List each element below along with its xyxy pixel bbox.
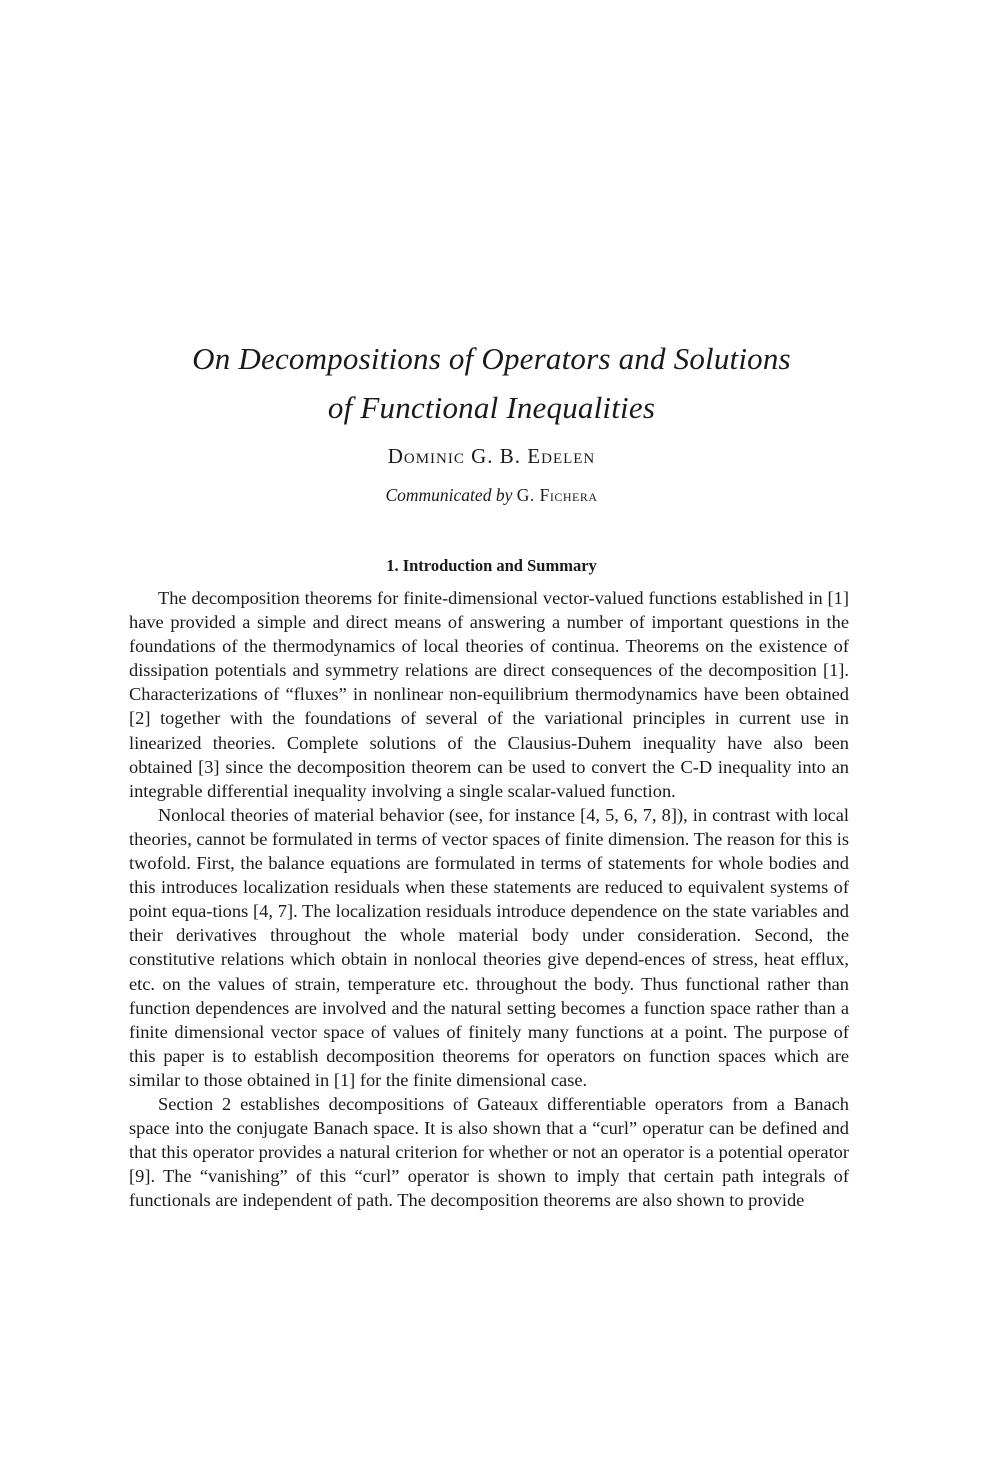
paragraph-3: Section 2 establishes decompositions of Gateaux differentiable operators from a Banach space into the conjugate Banach space. It is also shown that a “curl” operatur can be defined and that this operator provides a natural criterion for whether or not an operator is a potential operator [9]. The “vanishing” of this “curl” operator is shown to imply that certain path integrals of functionals are independent of path. The decomposition theorems are also shown to provide bbox=[129, 1093, 849, 1211]
title-line-2: of Functional Inequalities bbox=[327, 390, 656, 425]
paragraph-1: The decomposition theorems for finite-dimensional vector-valued functions established in [1] have provided a simple and direct means of answering a number of important questions in the foundations of the thermodynamics of local theories of continua. Theorems on the existence of dissipation potentials and symmetry relations are direct consequences of the decomposition [1]. Characterizations of “fluxes” in nonlinear non-equilibrium thermodynamics have been obtained [2] together with the foundations of several of the variational principles in current use in linearized theories. Complete solutions of the Clausius-Duhem inequality have also been obtained [3] since the decomposition theorem can be used to convert the C-D inequality into an integrable differential inequality involving a single scalar-valued function. bbox=[129, 588, 849, 801]
communicated-prefix: Communicated by bbox=[385, 485, 513, 505]
section-heading: 1. Introduction and Summary bbox=[386, 556, 597, 575]
author-name: Dominic G. B. Edelen bbox=[387, 444, 596, 468]
communicated-by bbox=[0, 485, 983, 506]
body-text bbox=[129, 586, 849, 1212]
paragraph-2: Nonlocal theories of material behavior (see, for instance [4, 5, 6, 7, 8]), in contrast with local theories, cannot be formulated in terms of vector spaces of finite dimension. The reason for this is twofold. First, the balance equations are formulated in terms of statements for whole bodies and this introduces localization residuals when these statements are reduced to equivalent systems of point equa-tions [4, 7]. The localization residuals introduce dependence on the state variables and their derivatives throughout the whole material body under consideration. Second, the constitutive relations which obtain in nonlocal theories give depend-ences of stress, heat efflux, etc. on the values of strain, temperature etc. throughout the body. Thus functional rather than function dependences are involved and the natural setting becomes a function space rather than a finite dimensional vector space of values of finitely many functions at a point. The purpose of this paper is to establish decomposition theorems for operators on function spaces which are similar to those obtained in [1] for the finite dimensional case. bbox=[129, 804, 849, 1090]
paper-title bbox=[0, 334, 983, 432]
title-line-1: On Decompositions of Operators and Solutions bbox=[192, 341, 791, 376]
communicating-editor: G. Fichera bbox=[516, 485, 598, 505]
